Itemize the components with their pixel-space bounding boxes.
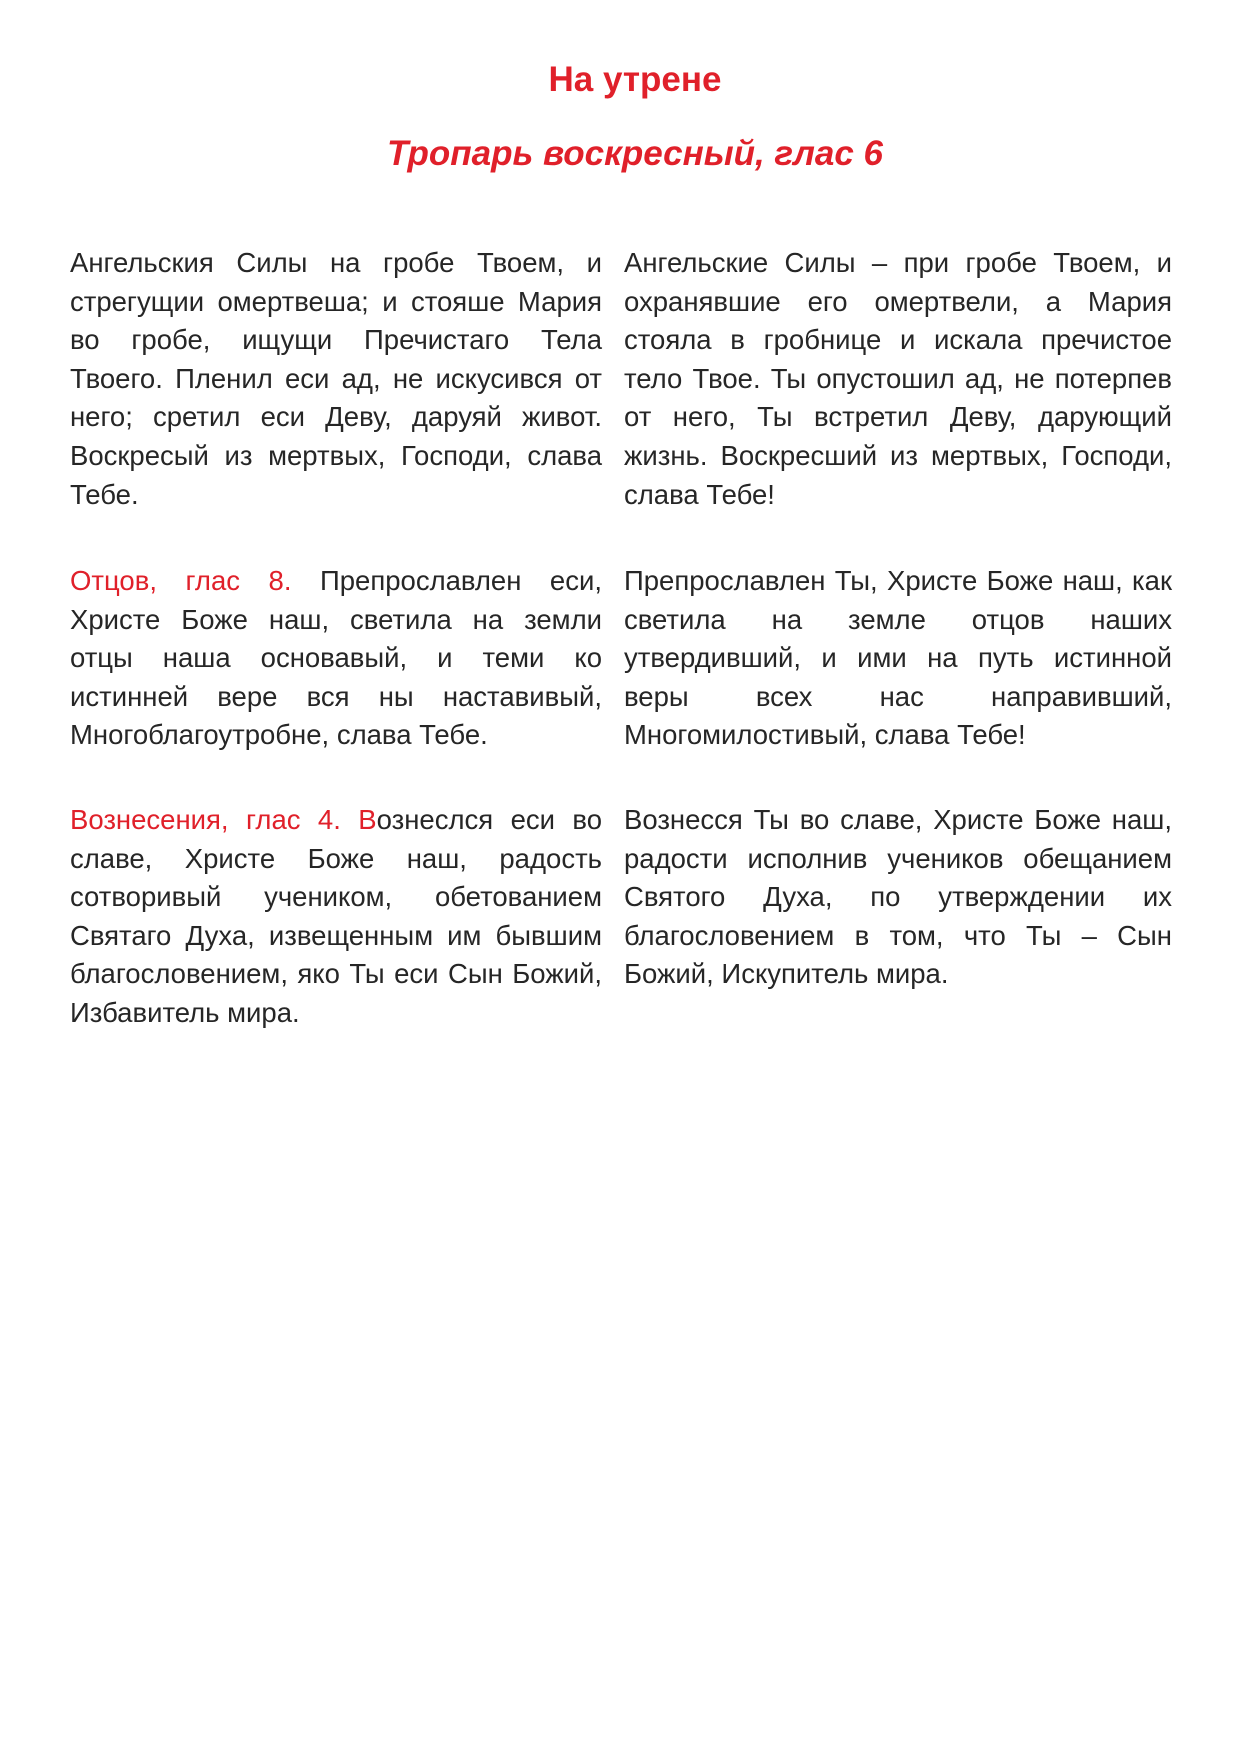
russian-translation-text: Препрославлен Ты, Христе Боже наш, как светила на земле отцов наших утвердивший, и ими на путь истинной веры всех нас направивший, Многомилостивый, слава Тебе! [624, 565, 1172, 751]
paragraph-text: Препрославлен еси, Христе Боже наш, светила на земли отцы наша основавый, и теми ко истинней вере вся ны наставивый, Многоблагоутробне, слава Тебе. [70, 565, 602, 751]
troparion-block-fathers [70, 562, 1172, 755]
troparion-block-resurrection [70, 244, 1172, 514]
paragraph-text: ознеслся еси во славе, Христе Боже наш, радость сотворивый учеником, обетованием Святаго Духа, извещенным им бывшим благословением, яко Ты еси Сын Божий, Избавитель мира. [70, 804, 602, 1028]
page-subtitle: Тропарь воскресный, глас 6 [386, 134, 883, 173]
section-label: Отцов, глас 8. [70, 565, 292, 596]
church-slavonic-text [70, 244, 602, 514]
paragraph-text: Ангельския Силы на гробе Твоем, и стрегущии омертвеша; и стояше Мария во гробе, ищущи Пречистаго Тела Твоего. Пленил еси ад, не искусився от него; сретил еси Деву, даруяй живот. Воскресый из мертвых, Господи, слава Тебе. [70, 247, 602, 510]
church-slavonic-text [70, 801, 602, 1033]
troparion-block-ascension [70, 801, 1172, 1033]
church-slavonic-text [70, 562, 602, 755]
section-label: Вознесения, глас 4. В [70, 804, 377, 835]
page-title: На утрене [548, 60, 722, 99]
russian-translation-text: Ангельские Силы – при гробе Твоем, и охранявшие его омертвели, а Мария стояла в гробнице и искала пречистое тело Твое. Ты опустошил ад, не потерпев от него, Ты встретил Деву, дарующий жизнь. Воскресший из мертвых, Господи, слава Тебе! [624, 247, 1172, 510]
russian-translation-text: Вознесся Ты во славе, Христе Боже наш, радости исполнив учеников обещанием Святого Духа, по утверждении их благословением в том, что Ты – Сын Божий, Искупитель мира. [624, 804, 1172, 990]
